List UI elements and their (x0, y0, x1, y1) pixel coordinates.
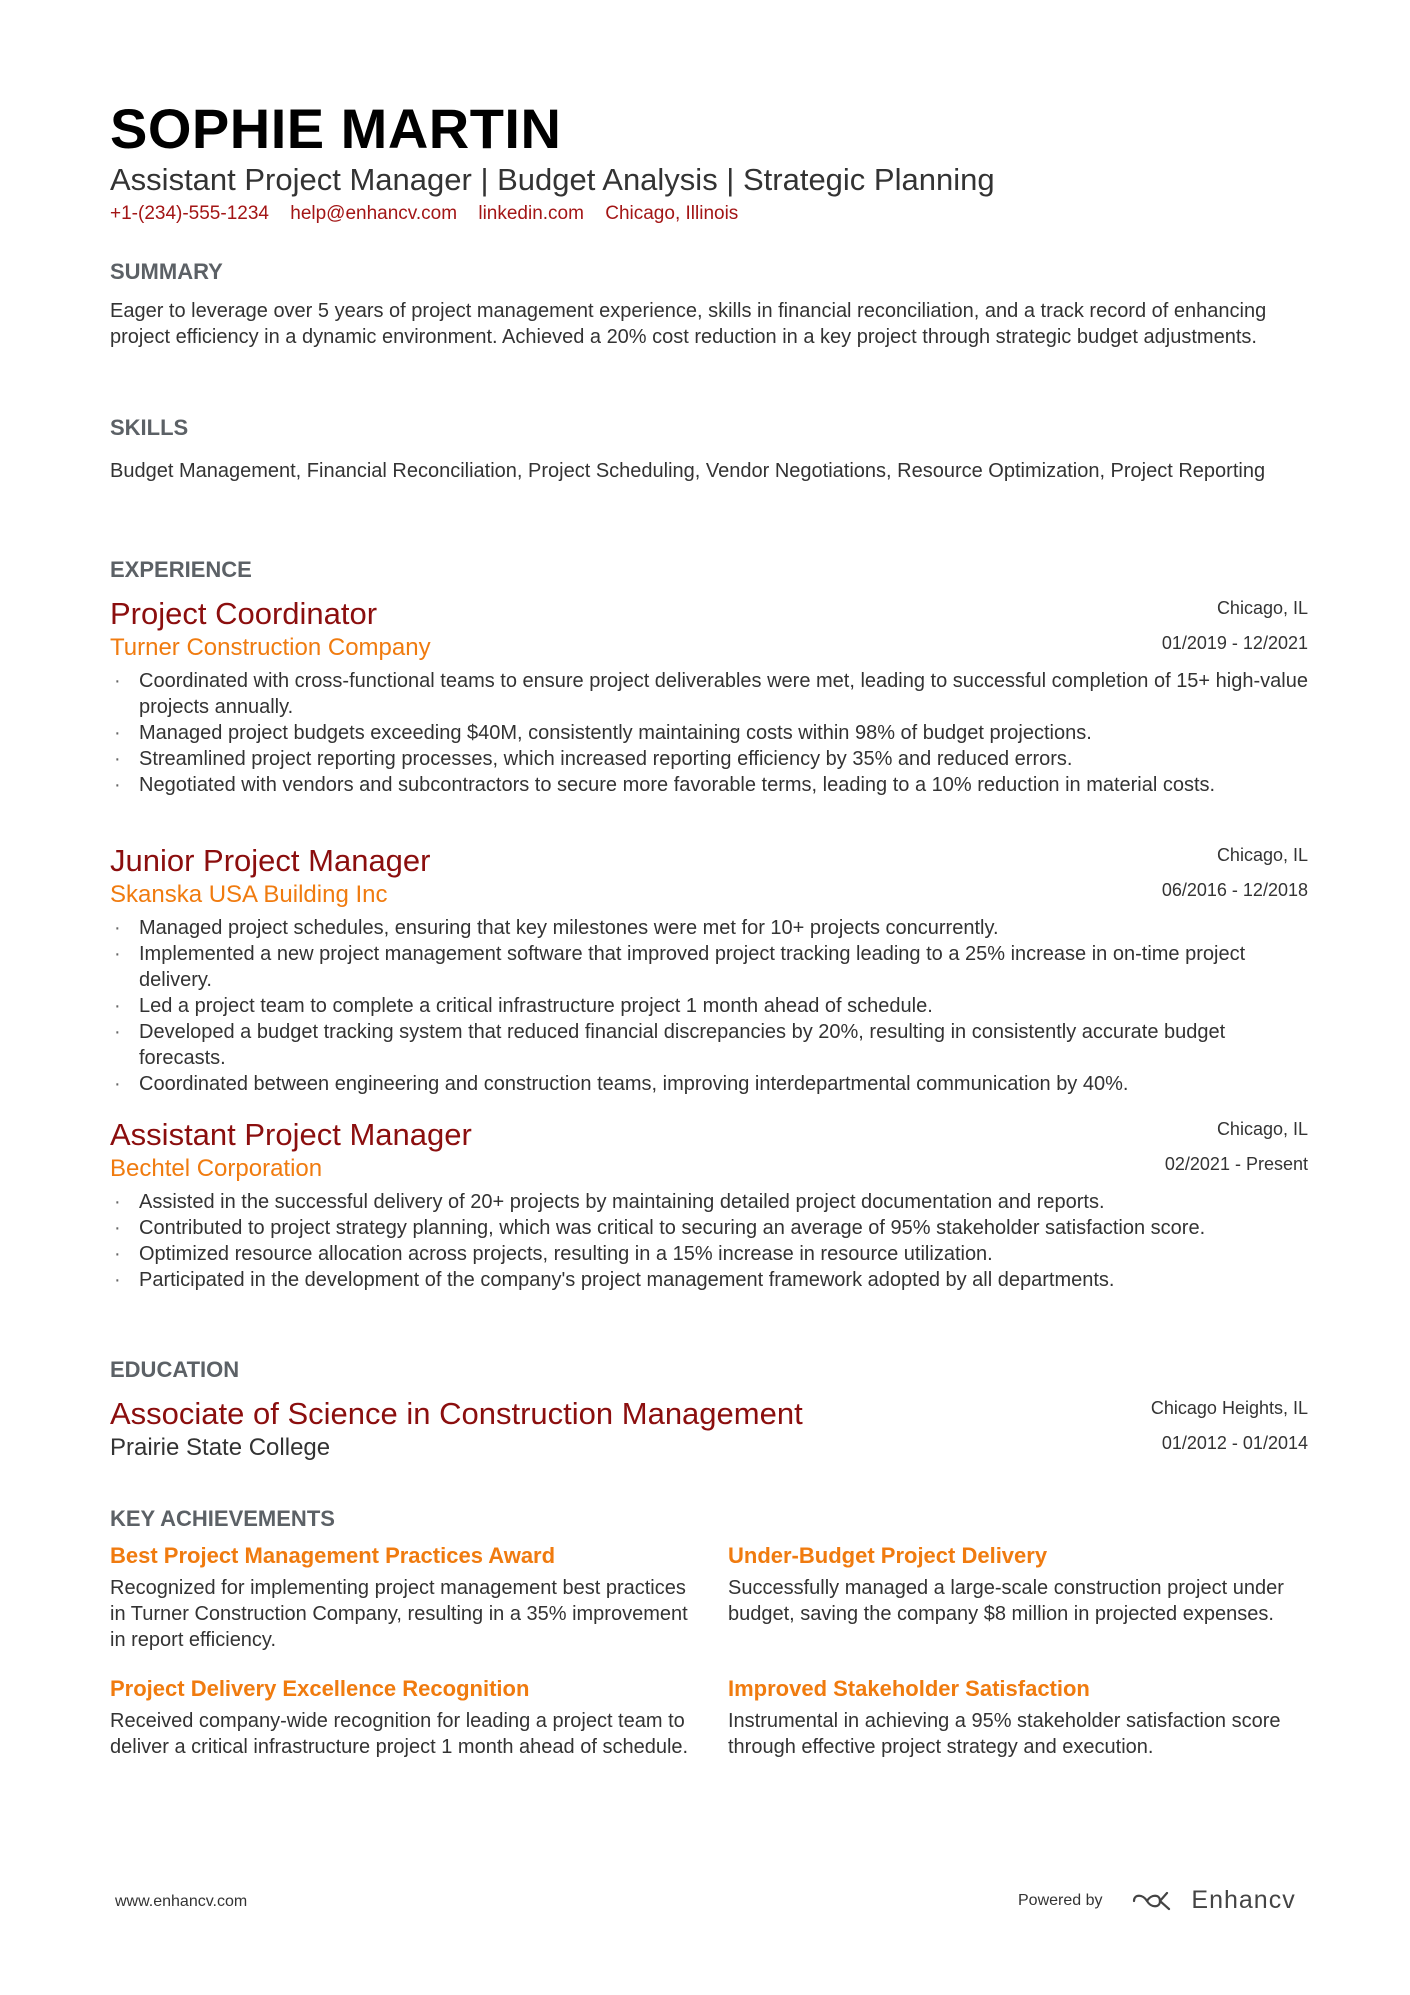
candidate-title: Assistant Project Manager | Budget Analysis | Strategic Planning (110, 162, 995, 197)
achievements-heading: KEY ACHIEVEMENTS (110, 1506, 335, 1531)
powered-by-label: Powered by (1018, 1891, 1103, 1909)
job-entry (110, 596, 1308, 798)
education-school: Prairie State College (110, 1434, 331, 1461)
job-title: Assistant Project Manager (110, 1117, 472, 1152)
experience-heading: EXPERIENCE (110, 557, 252, 582)
achievement-title: Improved Stakeholder Satisfaction (728, 1676, 1090, 1701)
achievement-item (728, 1674, 1318, 1760)
footer-website[interactable]: www.enhancv.com (115, 1893, 248, 1910)
bullet-item: · Assisted in the successful delivery of 20+ projects by maintaining detailed project documentation and reports. (110, 1189, 1308, 1215)
education-heading: EDUCATION (110, 1357, 240, 1382)
job-location: Chicago, IL (1216, 598, 1308, 618)
bullet-item: · Implemented a new project management software that improved project tracking leading to a 25% increase in on-time project delivery. (110, 941, 1308, 993)
job-location: Chicago, IL (1216, 845, 1308, 865)
candidate-name: SOPHIE MARTIN (110, 97, 562, 160)
achievement-item (728, 1541, 1318, 1627)
bullet-item: · Managed project budgets exceeding $40M, consistently maintaining costs within 98% of budget projections. (110, 720, 1308, 746)
skills-heading: SKILLS (110, 415, 189, 440)
summary-text: Eager to leverage over 5 years of project management experience, skills in financial reconciliation, and a track record of enhancing project efficiency in a dynamic environment. Achieved a 20% cost reduction in a key project through strategic budget adjustments. (110, 300, 1267, 348)
location: Chicago, Illinois (605, 203, 739, 224)
job-title: Junior Project Manager (110, 843, 431, 878)
achievement-title: Best Project Management Practices Award (110, 1543, 556, 1568)
job-entry (110, 843, 1308, 1097)
job-dates: 01/2019 - 12/2021 (1161, 633, 1308, 653)
education-dates: 01/2012 - 01/2014 (1161, 1433, 1308, 1453)
job-title: Project Coordinator (110, 596, 378, 631)
linkedin-link[interactable]: linkedin.com (478, 203, 584, 224)
bullet-item: · Streamlined project reporting processes, which increased reporting efficiency by 35% and reduced errors. (110, 746, 1308, 772)
bullet-item: · Optimized resource allocation across projects, resulting in a 15% increase in resource utilization. (110, 1241, 1308, 1267)
bullet-item: · Contributed to project strategy planning, which was critical to securing an average of 95% stakeholder satisfaction score. (110, 1215, 1308, 1241)
job-bullets (110, 1189, 1308, 1293)
job-company: Bechtel Corporation (110, 1155, 323, 1182)
job-entry (110, 1117, 1308, 1293)
achievement-description: Successfully managed a large-scale construction project under budget, saving the company $8 million in projected expenses. (728, 1577, 1284, 1625)
summary-heading: SUMMARY (110, 259, 223, 284)
education-entry (110, 1396, 1308, 1464)
enhancv-brand[interactable]: Enhancv (1191, 1886, 1296, 1914)
skills-text: Budget Management, Financial Reconciliation, Project Scheduling, Vendor Negotiations, Resource Optimization, Project Reporting (110, 460, 1266, 482)
job-dates: 06/2016 - 12/2018 (1161, 880, 1308, 900)
bullet-item: · Coordinated with cross-functional teams to ensure project deliverables were met, leading to successful completion of 15+ high-value projects annually. (110, 668, 1308, 720)
education-degree: Associate of Science in Construction Management (110, 1396, 803, 1431)
achievement-title: Under-Budget Project Delivery (728, 1543, 1048, 1568)
job-dates: 02/2021 - Present (1164, 1154, 1308, 1174)
job-location: Chicago, IL (1216, 1119, 1308, 1139)
job-bullets (110, 915, 1308, 1097)
bullet-item: · Led a project team to complete a critical infrastructure project 1 month ahead of schedule. (110, 993, 1308, 1019)
phone[interactable]: +1-(234)-555-1234 (110, 203, 269, 224)
achievement-item (110, 1674, 700, 1760)
job-company: Turner Construction Company (110, 634, 431, 661)
bullet-item: · Managed project schedules, ensuring that key milestones were met for 10+ projects concurrently. (110, 915, 1308, 941)
education-location: Chicago Heights, IL (1150, 1398, 1308, 1418)
achievement-title: Project Delivery Excellence Recognition (110, 1676, 530, 1701)
footer-branding (1018, 1886, 1296, 1916)
job-bullets (110, 668, 1308, 798)
email[interactable]: help@enhancv.com (290, 203, 458, 224)
achievement-description: Instrumental in achieving a 95% stakeholder satisfaction score through effective project strategy and execution. (728, 1710, 1281, 1758)
bullet-item: · Participated in the development of the company's project management framework adopted by all departments. (110, 1267, 1308, 1293)
bullet-item: · Developed a budget tracking system that reduced financial discrepancies by 20%, resulting in consistently accurate budget forecasts. (110, 1019, 1308, 1071)
achievement-item (110, 1541, 700, 1653)
job-company: Skanska USA Building Inc (110, 881, 388, 908)
bullet-item: · Negotiated with vendors and subcontractors to secure more favorable terms, leading to a 10% reduction in material costs. (110, 772, 1308, 798)
bullet-item: · Coordinated between engineering and construction teams, improving interdepartmental communication by 40%. (110, 1071, 1308, 1097)
contact-bar (110, 202, 754, 226)
enhancv-logo-icon (1131, 1889, 1177, 1913)
achievement-description: Received company-wide recognition for leading a project team to deliver a critical infrastructure project 1 month ahead of schedule. (110, 1710, 689, 1758)
achievement-description: Recognized for implementing project management best practices in Turner Construction Company, resulting in a 35% improvement in report efficiency. (110, 1577, 688, 1651)
